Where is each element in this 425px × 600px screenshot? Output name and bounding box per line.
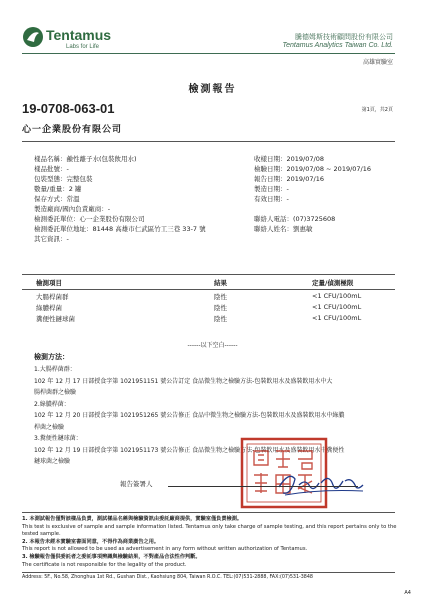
method-line: 102 年 12 月 17 日部授食字第 1021951151 號公告訂定 食品微生物之檢驗方法-包裝飲用水及盛裝飲用水中大 [34, 377, 333, 385]
method-line: 2.綠膿桿菌： [34, 400, 70, 408]
page-number: 第1頁，共2頁 [361, 107, 393, 113]
info-row: 製造日期：- [254, 185, 289, 193]
report-number: 19-0708-063-01 [22, 101, 115, 116]
method-line: 腸桿菌群之檢驗 [34, 389, 77, 396]
info-row [254, 204, 404, 214]
info-row: 收樣日期：2019/07/08 [254, 155, 324, 163]
info-row: 其它資訊：- [34, 235, 69, 243]
note-cn: 2. 本報告未經本實驗室書面同意，不得作為商業廣告之用。 [22, 538, 160, 545]
report-notes [22, 516, 402, 569]
notes-top-rule [22, 512, 395, 513]
signatory-label: 報告簽署人 [120, 480, 153, 488]
note-cn: 3. 檢驗報告僅供委託者之委託事項辨識與檢驗結果，不對產品合法性作判斷。 [22, 553, 201, 560]
table-row: 大腸桿菌群 陰性 <1 CFU/100mL [36, 292, 362, 301]
info-row: 樣品批號：- [34, 165, 69, 173]
report-title: 檢測報告 [188, 84, 237, 95]
info-row: 聯絡人姓名：劉惠敏 [254, 225, 313, 233]
lab-name: 高雄實驗室 [362, 59, 393, 66]
note-en: This report is not allowed to be used as advertisement in any form without written authorization of Tentamus. [22, 546, 308, 553]
note-cn: 1. 本測試報告僅對該樣品負責，測試樣品名稱與檢驗資訊由委託廠商提供，實驗室僅負責檢測。 [22, 516, 243, 522]
info-row: 報告日期：2019/07/16 [254, 175, 324, 183]
customer-name: 心一企業股份有限公司 [22, 125, 123, 135]
info-row: 檢測委託單位地址：81448 高雄市仁武區竹工三巷 33-7 號 [34, 225, 206, 233]
method-line: 桿菌之檢驗 [34, 423, 65, 431]
form-code: A4 [404, 590, 411, 596]
info-row: 樣品名稱：鹼性離子水(包裝飲用水) [34, 155, 137, 163]
method-line: 102 年 12 月 20 日部授食字第 1021951265 號公告修正 食品中微生物之檢驗方法-包裝飲用水及盛裝飲用水中綠膿 [34, 412, 345, 419]
lab-address: Address: 5F., No.58, Zhonghua 1st Rd., Gushan Dist., Kaohsiung 804, Taiwan R.O.C. TEL:(07)531-2888, FAX:(07)531-3848 [22, 575, 313, 580]
tentamus-logo-icon [22, 26, 44, 48]
info-row: 製造廠商/國內負責廠商：- [34, 205, 111, 213]
sample-info-right [254, 154, 404, 234]
col-header-item: 檢測項目 [36, 279, 62, 287]
table-row: 糞便性鏈球菌 陰性 <1 CFU/100mL [36, 314, 362, 323]
methods-heading: 檢測方法： [34, 353, 69, 361]
company-name-cn: 騰德姆斯技術顧問股份有限公司 [295, 33, 393, 41]
company-name-en: Tentamus Analytics Taiwan Co. Ltd. [282, 42, 393, 49]
sample-info-left [34, 154, 279, 244]
header-divider [22, 53, 395, 54]
logo-name: Tentamus [46, 27, 112, 43]
col-header-result: 結果 [214, 279, 227, 287]
info-row: 聯絡人電話：(07)3725608 [254, 215, 336, 223]
method-line: 鏈球菌之檢驗 [34, 458, 71, 465]
col-header-limit: 定量/偵測極限 [312, 279, 354, 287]
table-header-row [22, 278, 395, 289]
divider-top [22, 141, 395, 142]
note-en: The certificate is not responsible for the legality of the product. [22, 561, 187, 568]
info-row: 檢驗日期：2019/07/08 ~ 2019/07/16 [254, 165, 372, 173]
signature-line [168, 486, 358, 487]
info-row: 包裝型態：完整包裝 [34, 175, 93, 183]
signature-icon [275, 465, 370, 505]
method-line: 1.大腸桿菌群： [34, 366, 76, 373]
table-row: 綠膿桿菌 陰性 <1 CFU/100mL [36, 303, 362, 312]
info-row: 數量/重量：2 罐 [34, 185, 82, 193]
info-row: 保存方式：常溫 [34, 195, 80, 203]
table-header-rule [22, 289, 395, 290]
blank-below-marker: ------以下空白------ [187, 342, 238, 349]
method-line: 3.糞便性鏈球菌： [34, 435, 82, 442]
info-row: 有效日期：- [254, 195, 289, 203]
note-en: This test is exclusive of sample and sample information listed. Tentamus only take charge of sample testing, and this report pertains only to the tested sample. [22, 523, 397, 538]
table-top-rule [22, 274, 395, 275]
results-table [22, 278, 395, 325]
footer-rule [22, 572, 395, 573]
methods-list [34, 364, 394, 468]
method-line: 102 年 12 月 19 日部授食字第 1021951173 號公告修正 食品微生物之檢驗方法-包裝飲用水及盛裝飲用水中糞便性 [34, 446, 345, 454]
logo-tagline: Labs for Life [66, 44, 100, 50]
info-row: 檢測委託單位：心一企業股份有限公司 [34, 215, 145, 223]
